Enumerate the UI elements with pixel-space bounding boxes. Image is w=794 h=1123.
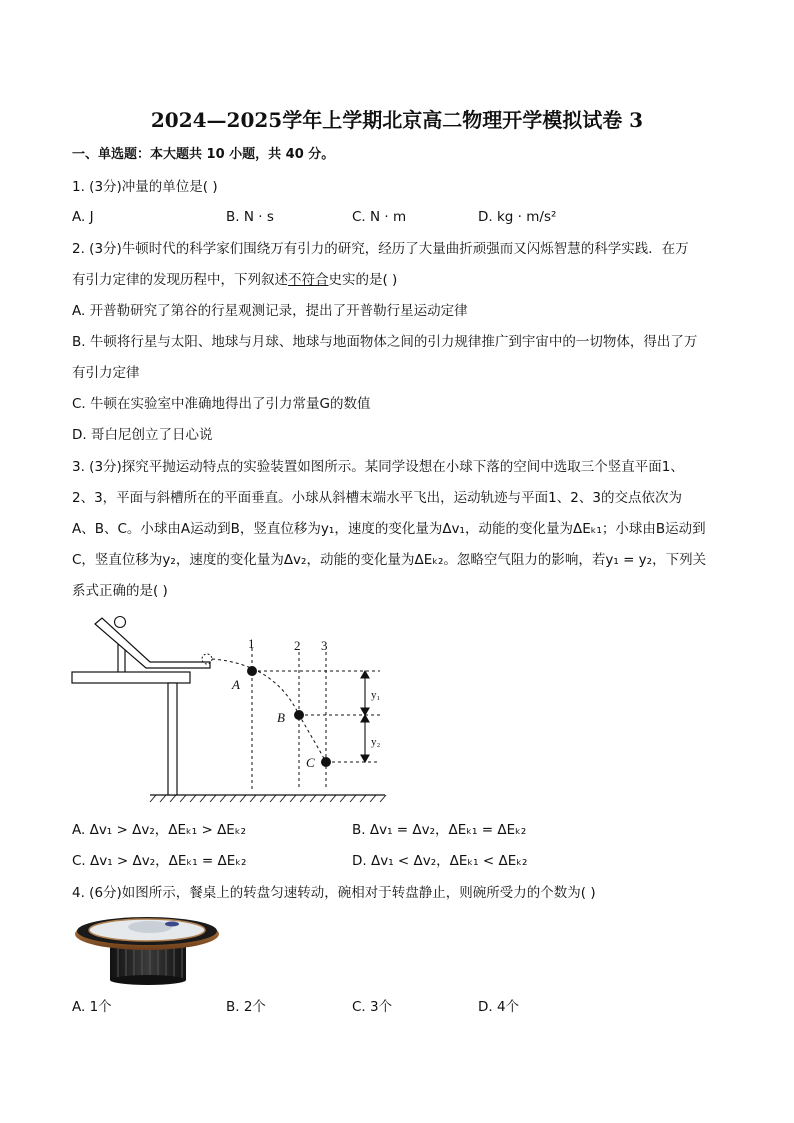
q1-option-d: D. kg · m/s² — [478, 209, 557, 225]
q3-stem-line2: 2、3，平面与斜槽所在的平面垂直。小球从斜槽末端水平飞出，运动轨迹与平面1、2、3的交点依次为 — [72, 490, 682, 506]
q2-option-d: D. 哥白尼创立了日心说 — [72, 427, 213, 443]
q3-stem-line3: A、B、C。小球由A运动到B，竖直位移为y₁，速度的变化量为Δv₁，动能的变化量为ΔEₖ₁；小球由B运动到 — [72, 521, 706, 537]
rotating-table-figure — [72, 910, 222, 990]
q1-option-c: C. N · m — [352, 209, 407, 225]
q2-option-c: C. 牛顿在实验室中准确地得出了引力常量G的数值 — [72, 396, 371, 412]
dim-label-y2: y₂ — [371, 736, 381, 748]
q2-option-b-line2: 有引力定律 — [72, 365, 140, 381]
q4-option-c: C. 3个 — [352, 999, 393, 1015]
page-title: 2024—2025学年上学期北京高二物理开学模拟试卷 3 — [150, 108, 644, 132]
q1-stem: 1. (3分)冲量的单位是( ) — [72, 179, 218, 195]
q2-option-a: A. 开普勒研究了第谷的行星观测记录，提出了开普勒行星运动定律 — [72, 303, 468, 319]
q3-stem-line5: 系式正确的是( ) — [72, 583, 168, 599]
point-label-a: A — [232, 677, 240, 692]
plane-label-2: 2 — [294, 638, 301, 653]
q1-option-b: B. N · s — [226, 209, 274, 225]
plane-label-1: 1 — [248, 636, 255, 651]
q1-option-a: A. J — [72, 209, 94, 225]
q3-option-d: D. Δv₁ < Δv₂，ΔEₖ₁ < ΔEₖ₂ — [352, 853, 528, 869]
q2-stem-line2: 有引力定律的发现历程中，下列叙述不符合史实的是( ) — [72, 272, 398, 288]
dim-label-y1: y₁ — [371, 689, 381, 701]
q2-stem-line1: 2. (3分)牛顿时代的科学家们围绕万有引力的研究，经历了大量曲折顽强而又闪烁智慧的科学实践．在万 — [72, 241, 689, 257]
q2-option-b-line1: B. 牛顿将行星与太阳、地球与月球、地球与地面物体之间的引力规律推广到宇宙中的一切物体，得出了万 — [72, 334, 698, 350]
q4-stem: 4. (6分)如图所示，餐桌上的转盘匀速转动，碗相对于转盘静止，则碗所受力的个数为( ) — [72, 885, 596, 901]
projectile-apparatus-figure — [70, 612, 400, 812]
section-heading: 一、单选题：本大题共 10 小题，共 40 分。 — [72, 147, 335, 162]
q3-stem-line1: 3. (3分)探究平抛运动特点的实验装置如图所示。某同学设想在小球下落的空间中选取三个竖直平面1、 — [72, 459, 684, 475]
q4-option-b: B. 2个 — [226, 999, 266, 1015]
point-label-b: B — [277, 710, 285, 725]
q3-option-b: B. Δv₁ = Δv₂，ΔEₖ₁ = ΔEₖ₂ — [352, 822, 527, 838]
q3-stem-line4: C，竖直位移为y₂，速度的变化量为Δv₂，动能的变化量为ΔEₖ₂。忽略空气阻力的影响，若y₁ = y₂，下列关 — [72, 552, 707, 568]
plane-label-3: 3 — [321, 638, 328, 653]
q3-option-c: C. Δv₁ > Δv₂，ΔEₖ₁ = ΔEₖ₂ — [72, 853, 247, 869]
point-label-c: C — [306, 755, 315, 770]
q2-underlined-phrase: 不符合 — [288, 272, 329, 288]
q4-option-d: D. 4个 — [478, 999, 520, 1015]
q4-option-a: A. 1个 — [72, 999, 112, 1015]
q3-option-a: A. Δv₁ > Δv₂，ΔEₖ₁ > ΔEₖ₂ — [72, 822, 246, 838]
